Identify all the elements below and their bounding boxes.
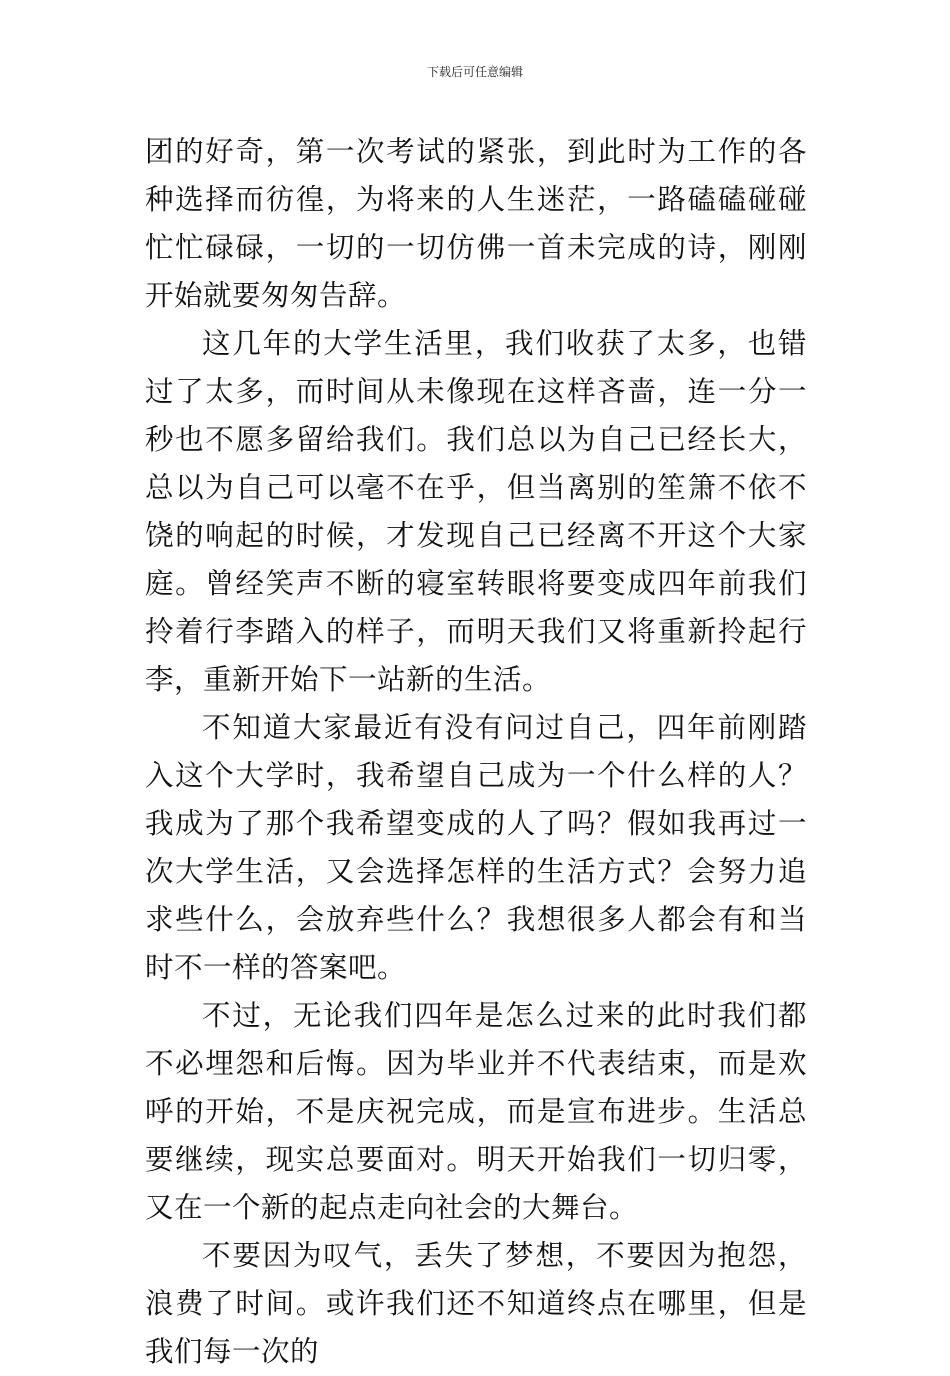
paragraph: 不过，无论我们四年是怎么过来的此时我们都不必埋怨和后悔。因为毕业并不代表结束，而是欢呼的开始，不是庆祝完成，而是宣布进步。生活总要继续，现实总要面对。明天开始我们一切归零，又在一个新的起点走向社会的大舞台。 [145,999,807,1224]
paragraph: 不知道大家最近有没有问过自己，四年前刚踏入这个大学时，我希望自己成为一个什么样的人？我成为了那个我希望变成的人了吗？假如我再过一次大学生活，又会选择怎样的生活方式？会努力追求些什么，会放弃些什么？我想很多人都会有和当时不一样的答案吧。 [145,711,807,984]
paragraph-continuation: 团的好奇，第一次考试的紧张，到此时为工作的各种选择而彷徨，为将来的人生迷茫，一路磕磕碰碰忙忙碌碌，一切的一切仿佛一首未完成的诗，刚刚开始就要匆匆告辞。 [145,135,807,312]
document-body [145,128,807,1376]
paragraph: 不要因为叹气，丢失了梦想，不要因为抱怨，浪费了时间。或许我们还不知道终点在哪里，但是我们每一次的 [145,1239,807,1368]
paragraph: 这几年的大学生活里，我们收获了太多，也错过了太多，而时间从未像现在这样吝啬，连一分一秒也不愿多留给我们。我们总以为自己已经长大，总以为自己可以毫不在乎，但当离别的笙箫不依不饶的响起的时候，才发现自己已经离不开这个大家庭。曾经笑声不断的寝室转眼将要变成四年前我们拎着行李踏入的样子，而明天我们又将重新拎起行李，重新开始下一站新的生活。 [145,327,807,696]
page-header: 下载后可任意编辑 [426,65,523,79]
